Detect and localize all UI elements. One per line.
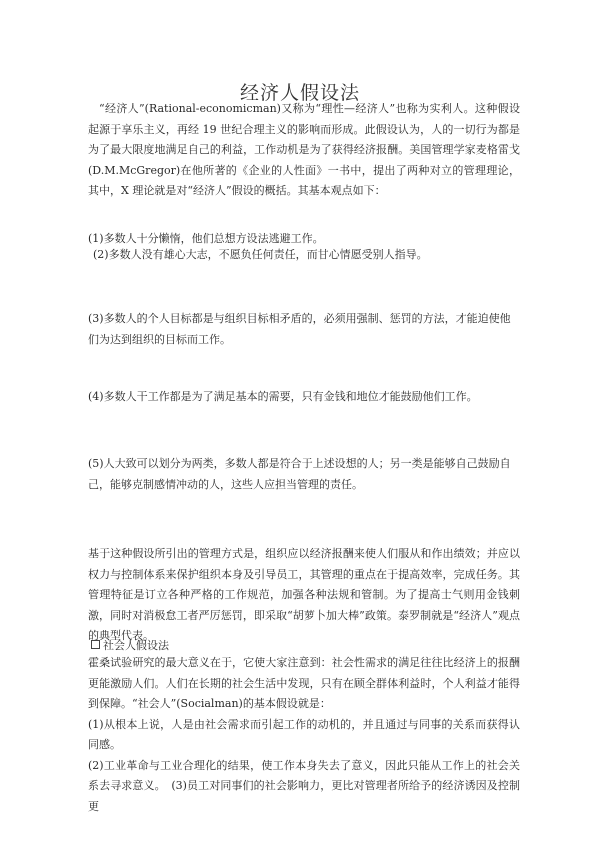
social-paragraph: 霍桑试验研究的最大意义在于，它使大家注意到：社会性需求的满足往往比经济上的报酬更能激励人们。人们在长期的社会生活中发现，只有在顾全群体利益时，个人利益才能得到保障。“社会人”(Socialman)的基本假设就是： <box>88 656 520 710</box>
point-4: (4)多数人干工作都是为了满足基本的需要，只有金钱和地位才能鼓励他们工作。 <box>88 390 478 403</box>
section-heading-text: 社会人假设法 <box>103 639 169 652</box>
page-title: 经济人假设法 <box>239 82 360 104</box>
point-5: (5)人大致可以划分为两类，多数人都是符合于上述设想的人；另一类是能够自己鼓励自己，能够克制感情冲动的人，这些人应担当管理的责任。 <box>88 457 511 491</box>
intro-paragraph: “经济人”(Rational-economicman)又称为“理性—经济人”也称为实利人。这种假设起源于享乐主义，再经 19 世纪合理主义的影响而形成。此假设认为，人的一切行为都是为了最大限度地满足自己的利益，工作动机是为了获得经济报酬。美国管理学家麦格雷戈(D.M.McGregor)在他所著的《企业的人性面》一书中，提出了两种对立的管理理论，其中，X 理论就是对“经济人”假设的概括。其基本观点如下： <box>88 102 520 197</box>
point-3: (3)多数人的个人目标都是与组织目标相矛盾的，必须用强制、惩罚的方法，才能迫使他们为达到组织的目标而工作。 <box>88 312 511 346</box>
social-point-2-3: (2)工业革命与工业合理化的结果，使工作本身失去了意义，因此只能从工作上的社会关系去寻求意义。 (3)员工对同事们的社会影响力，更比对管理者所给予的经济诱因及控制更 <box>88 758 520 813</box>
summary-paragraph: 基于这种假设所引出的管理方式是，组织应以经济报酬来使人们服从和作出绩效；并应以权力与控制体系来保护组织本身及引导员工，其管理的重点在于提高效率，完成任务。其管理特征是订立各种严格的工作规范，加强各种法规和管制。为了提高士气则用金钱刺激，同时对消极怠工者严厉惩罚，即采取“胡萝卜加大棒”政策。泰罗制就是“经济人”观点的典型代表。 <box>88 547 520 642</box>
checkbox-square-icon <box>91 640 100 649</box>
point-2: (2)多数人没有雄心大志，不愿负任何责任，而甘心情愿受别人指导。 <box>93 248 428 261</box>
social-point-1: (1)从根本上说，人是由社会需求而引起工作的动机的，并且通过与同事的关系而获得认同感。 <box>88 717 520 751</box>
social-section-body <box>88 653 520 817</box>
point-1: (1)多数人十分懒惰，他们总想方设法逃避工作。 <box>88 232 324 245</box>
